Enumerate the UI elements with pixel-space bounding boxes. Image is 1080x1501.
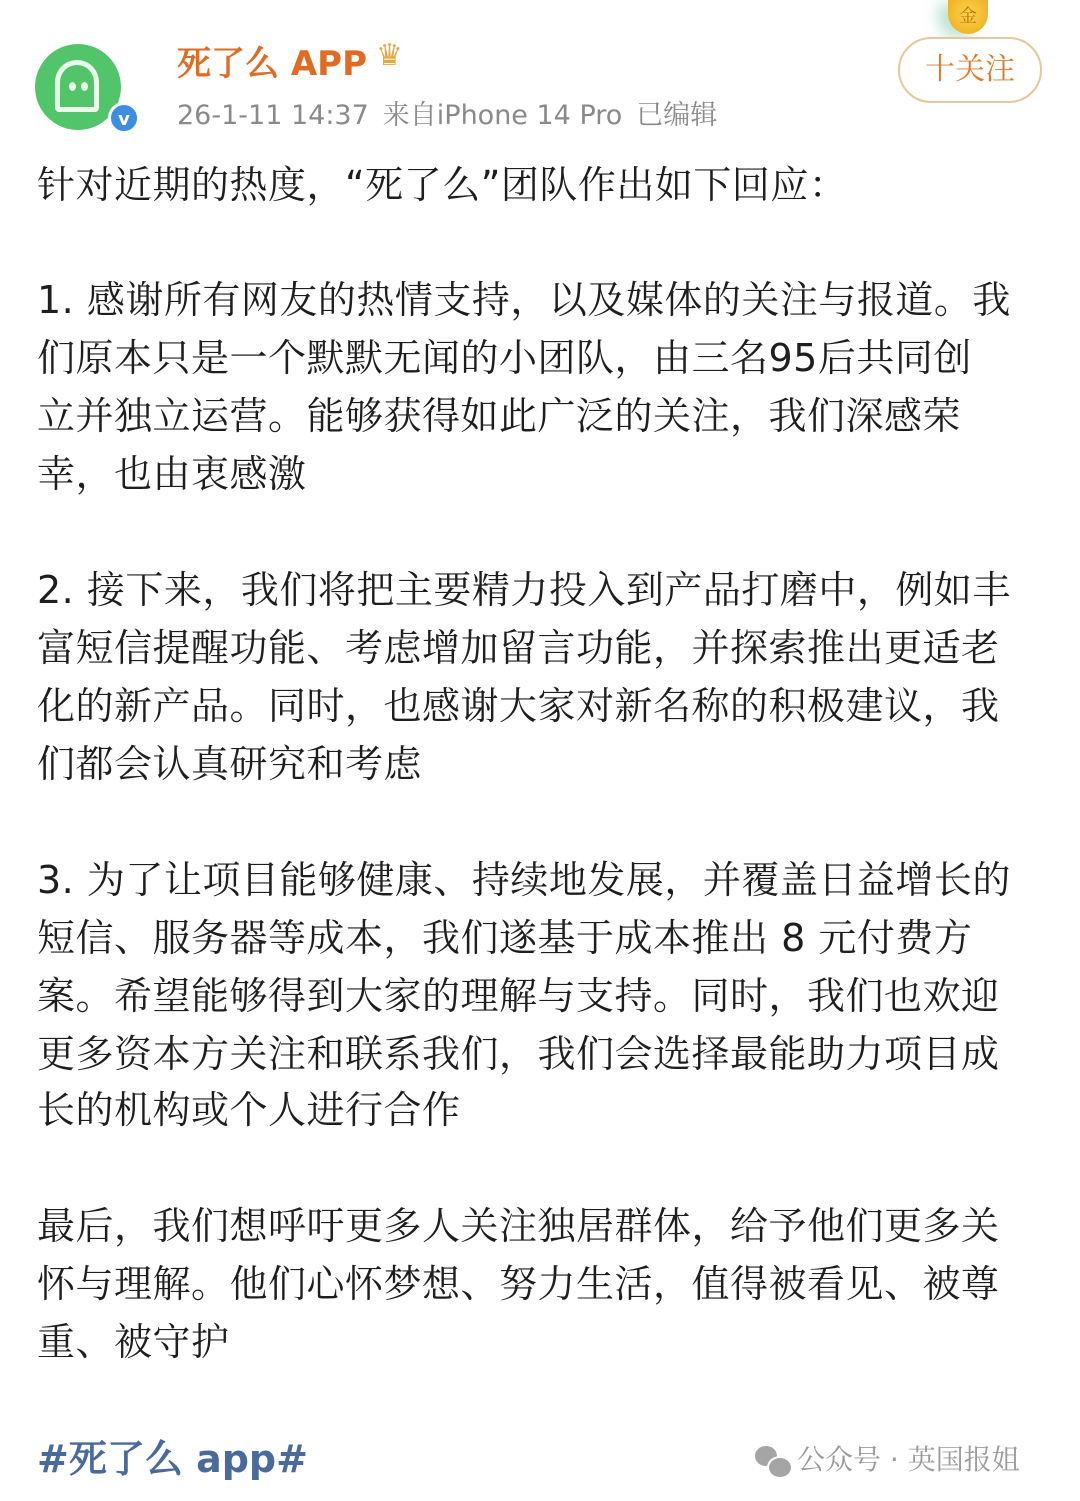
post-text-line: 针对近期的热度，“死了么”团队作出如下回应： [37, 163, 848, 207]
follow-button[interactable]: 十关注 [898, 37, 1042, 103]
gold-medal-icon: 金 [948, 0, 988, 34]
wechat-icon [755, 1446, 789, 1476]
post-text-line: 1. 感谢所有网友的热情支持，以及媒体的关注与报道。我 [37, 278, 1011, 322]
watermark [755, 1438, 1020, 1478]
ghost-icon [55, 60, 99, 112]
post-text-line: 立并独立运营。能够获得如此广泛的关注，我们深感荣 [37, 394, 962, 438]
post-text-line: 最后，我们想呼吁更多人关注独居群体，给予他们更多关 [37, 1204, 1000, 1248]
hashtag-link[interactable]: #死了么 app# [37, 1437, 308, 1481]
ghost-eye [81, 82, 88, 91]
post-meta [177, 93, 731, 132]
author-name[interactable]: 死了么 APP [177, 44, 367, 84]
post-text-line: 怀与理解。他们心怀梦想、努力生活，值得被看见、被尊 [37, 1262, 1000, 1306]
post-text-line: 幸，也由衷感激 [37, 452, 307, 496]
post-text-line: 们都会认真研究和考虑 [37, 742, 423, 786]
post-text-line: 长的机构或个人进行合作 [37, 1088, 461, 1132]
post-text-line: 更多资本方关注和联系我们，我们会选择最能助力项目成 [37, 1032, 1000, 1076]
watermark-text: 公众号 · 英国报姐 [797, 1443, 1020, 1476]
post-text-line: 2. 接下来，我们将把主要精力投入到产品打磨中，例如丰 [37, 568, 1011, 612]
post-text-line: 3. 为了让项目能够健康、持续地发展，并覆盖日益增长的 [37, 858, 1011, 902]
post-source: 来自iPhone 14 Pro [382, 100, 623, 131]
post-text-line: 重、被守护 [37, 1320, 230, 1364]
post-text-line: 们原本只是一个默默无闻的小团队，由三名95后共同创 [37, 336, 972, 380]
verified-icon: v [108, 102, 140, 134]
post-text-line: 富短信提醒功能、考虑增加留言功能，并探索推出更适老 [37, 626, 1000, 670]
edited-label[interactable]: 已编辑 [636, 100, 718, 131]
post-text-line: 案。希望能够得到大家的理解与支持。同时，我们也欢迎 [37, 974, 1000, 1018]
post-text-line: 短信、服务器等成本，我们遂基于成本推出 8 元付费方 [37, 916, 973, 960]
ghost-eye [69, 82, 76, 91]
post-timestamp: 26-1-11 14:37 [177, 100, 369, 131]
crown-icon: ♛ [376, 38, 403, 73]
post-text-line: 化的新产品。同时，也感谢大家对新名称的积极建议，我 [37, 684, 1000, 728]
